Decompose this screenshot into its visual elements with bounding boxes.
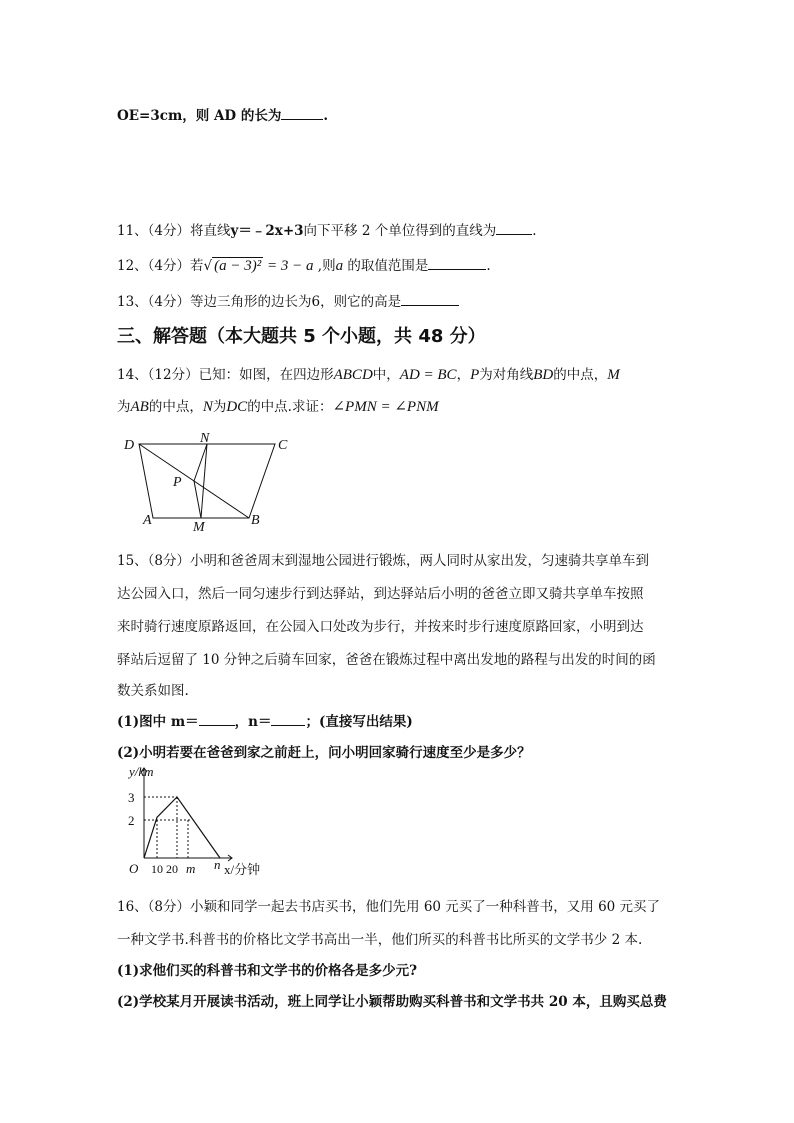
distance-line [144, 797, 220, 858]
answer-blank [271, 713, 305, 726]
label-C: C [278, 438, 288, 453]
question-16-line-2: 一种文学书.科普书的价格比文学书高出一半，他们所买的科普书比所买的文学书少 2 本. [117, 932, 643, 948]
label-A: A [143, 513, 152, 528]
y-axis-label: y/km [129, 764, 154, 779]
tick-x-m: m [186, 861, 196, 876]
tick-y3: 3 [128, 790, 135, 805]
answer-blank [281, 107, 323, 120]
quad-abcd [139, 444, 275, 518]
distance-time-graph [124, 762, 274, 882]
q10-tail: OE=3cm，则 AD 的长为 . [117, 108, 329, 124]
quadrilateral-figure [115, 428, 305, 538]
question-16-part-2: (2)学校某月开展读书活动，班上同学让小颖帮助购买科普书和文学书共 20 本，且购买总费 [117, 994, 667, 1010]
question-14-line-2: 为AB的中点，N为DC的中点.求证：∠PMN = ∠PNM [117, 399, 439, 415]
label-N: N [200, 431, 210, 446]
tick-x-n: n [214, 857, 221, 872]
answer-blank [428, 257, 486, 270]
question-15-line-1: 15、（8分）小明和爸爸周末到湿地公园进行锻炼，两人同时从家出发，匀速骑共享单车到 [117, 553, 650, 569]
question-12: 12、（4分）若√ (a − 3)² = 3 − a ,则a 的取值范围是 . [117, 258, 491, 274]
origin-label: O [129, 861, 139, 876]
label-M: M [193, 520, 205, 535]
label-D: D [124, 438, 135, 453]
section-heading: 三、解答题（本大题共 5 个小题，共 48 分） [117, 326, 486, 347]
answer-blank [496, 222, 532, 235]
segment-pm [194, 481, 201, 518]
question-13: 13、（4分）等边三角形的边长为6，则它的高是 [117, 290, 459, 310]
question-11: 11、（4分）将直线y＝﹣2x+3向下平移 2 个单位得到的直线为 . [117, 223, 537, 239]
question-15-part-1: (1)图中 m＝ ，n＝ ；(直接写出结果) [117, 714, 413, 730]
question-14-line-1: 14、（12分）已知：如图，在四边形ABCD中，AD = BC，P为对角线BD的中点，M [117, 367, 620, 383]
label-P: P [173, 475, 182, 490]
sqrt-sign: √ [203, 258, 213, 274]
tick-y2: 2 [128, 813, 135, 828]
question-15-line-2: 达公园入口，然后一同匀速步行到达驿站，到达驿站后小明的爸爸立即又骑共享单车按照 [117, 586, 644, 602]
tick-x-10-20: 10 20 [151, 862, 178, 876]
question-15-line-5: 数关系如图. [117, 683, 189, 699]
answer-blank [401, 293, 459, 306]
answer-blank [199, 713, 235, 726]
label-B: B [251, 513, 260, 528]
question-15-part-2: (2)小明若要在爸爸到家之前赶上，问小明回家骑行速度至少是多少？ [117, 745, 531, 761]
question-15-line-3: 来时骑行速度原路返回，在公园入口处改为步行，并按来时步行速度原路回家，小明到达 [117, 619, 644, 635]
x-axis-label: x/分钟 [224, 862, 261, 877]
question-16-line-1: 16、（8分）小颖和同学一起去书店买书，他们先用 60 元买了一种科普书，又用 60 元买了 [117, 899, 661, 915]
question-16-part-1: (1)求他们买的科普书和文学书的价格各是多少元? [117, 963, 418, 979]
question-15-line-4: 驿站后逗留了 10 分钟之后骑车回家，爸爸在锻炼过程中离出发地的路程与出发的时间的函 [117, 652, 656, 668]
segment-nm [201, 444, 207, 518]
